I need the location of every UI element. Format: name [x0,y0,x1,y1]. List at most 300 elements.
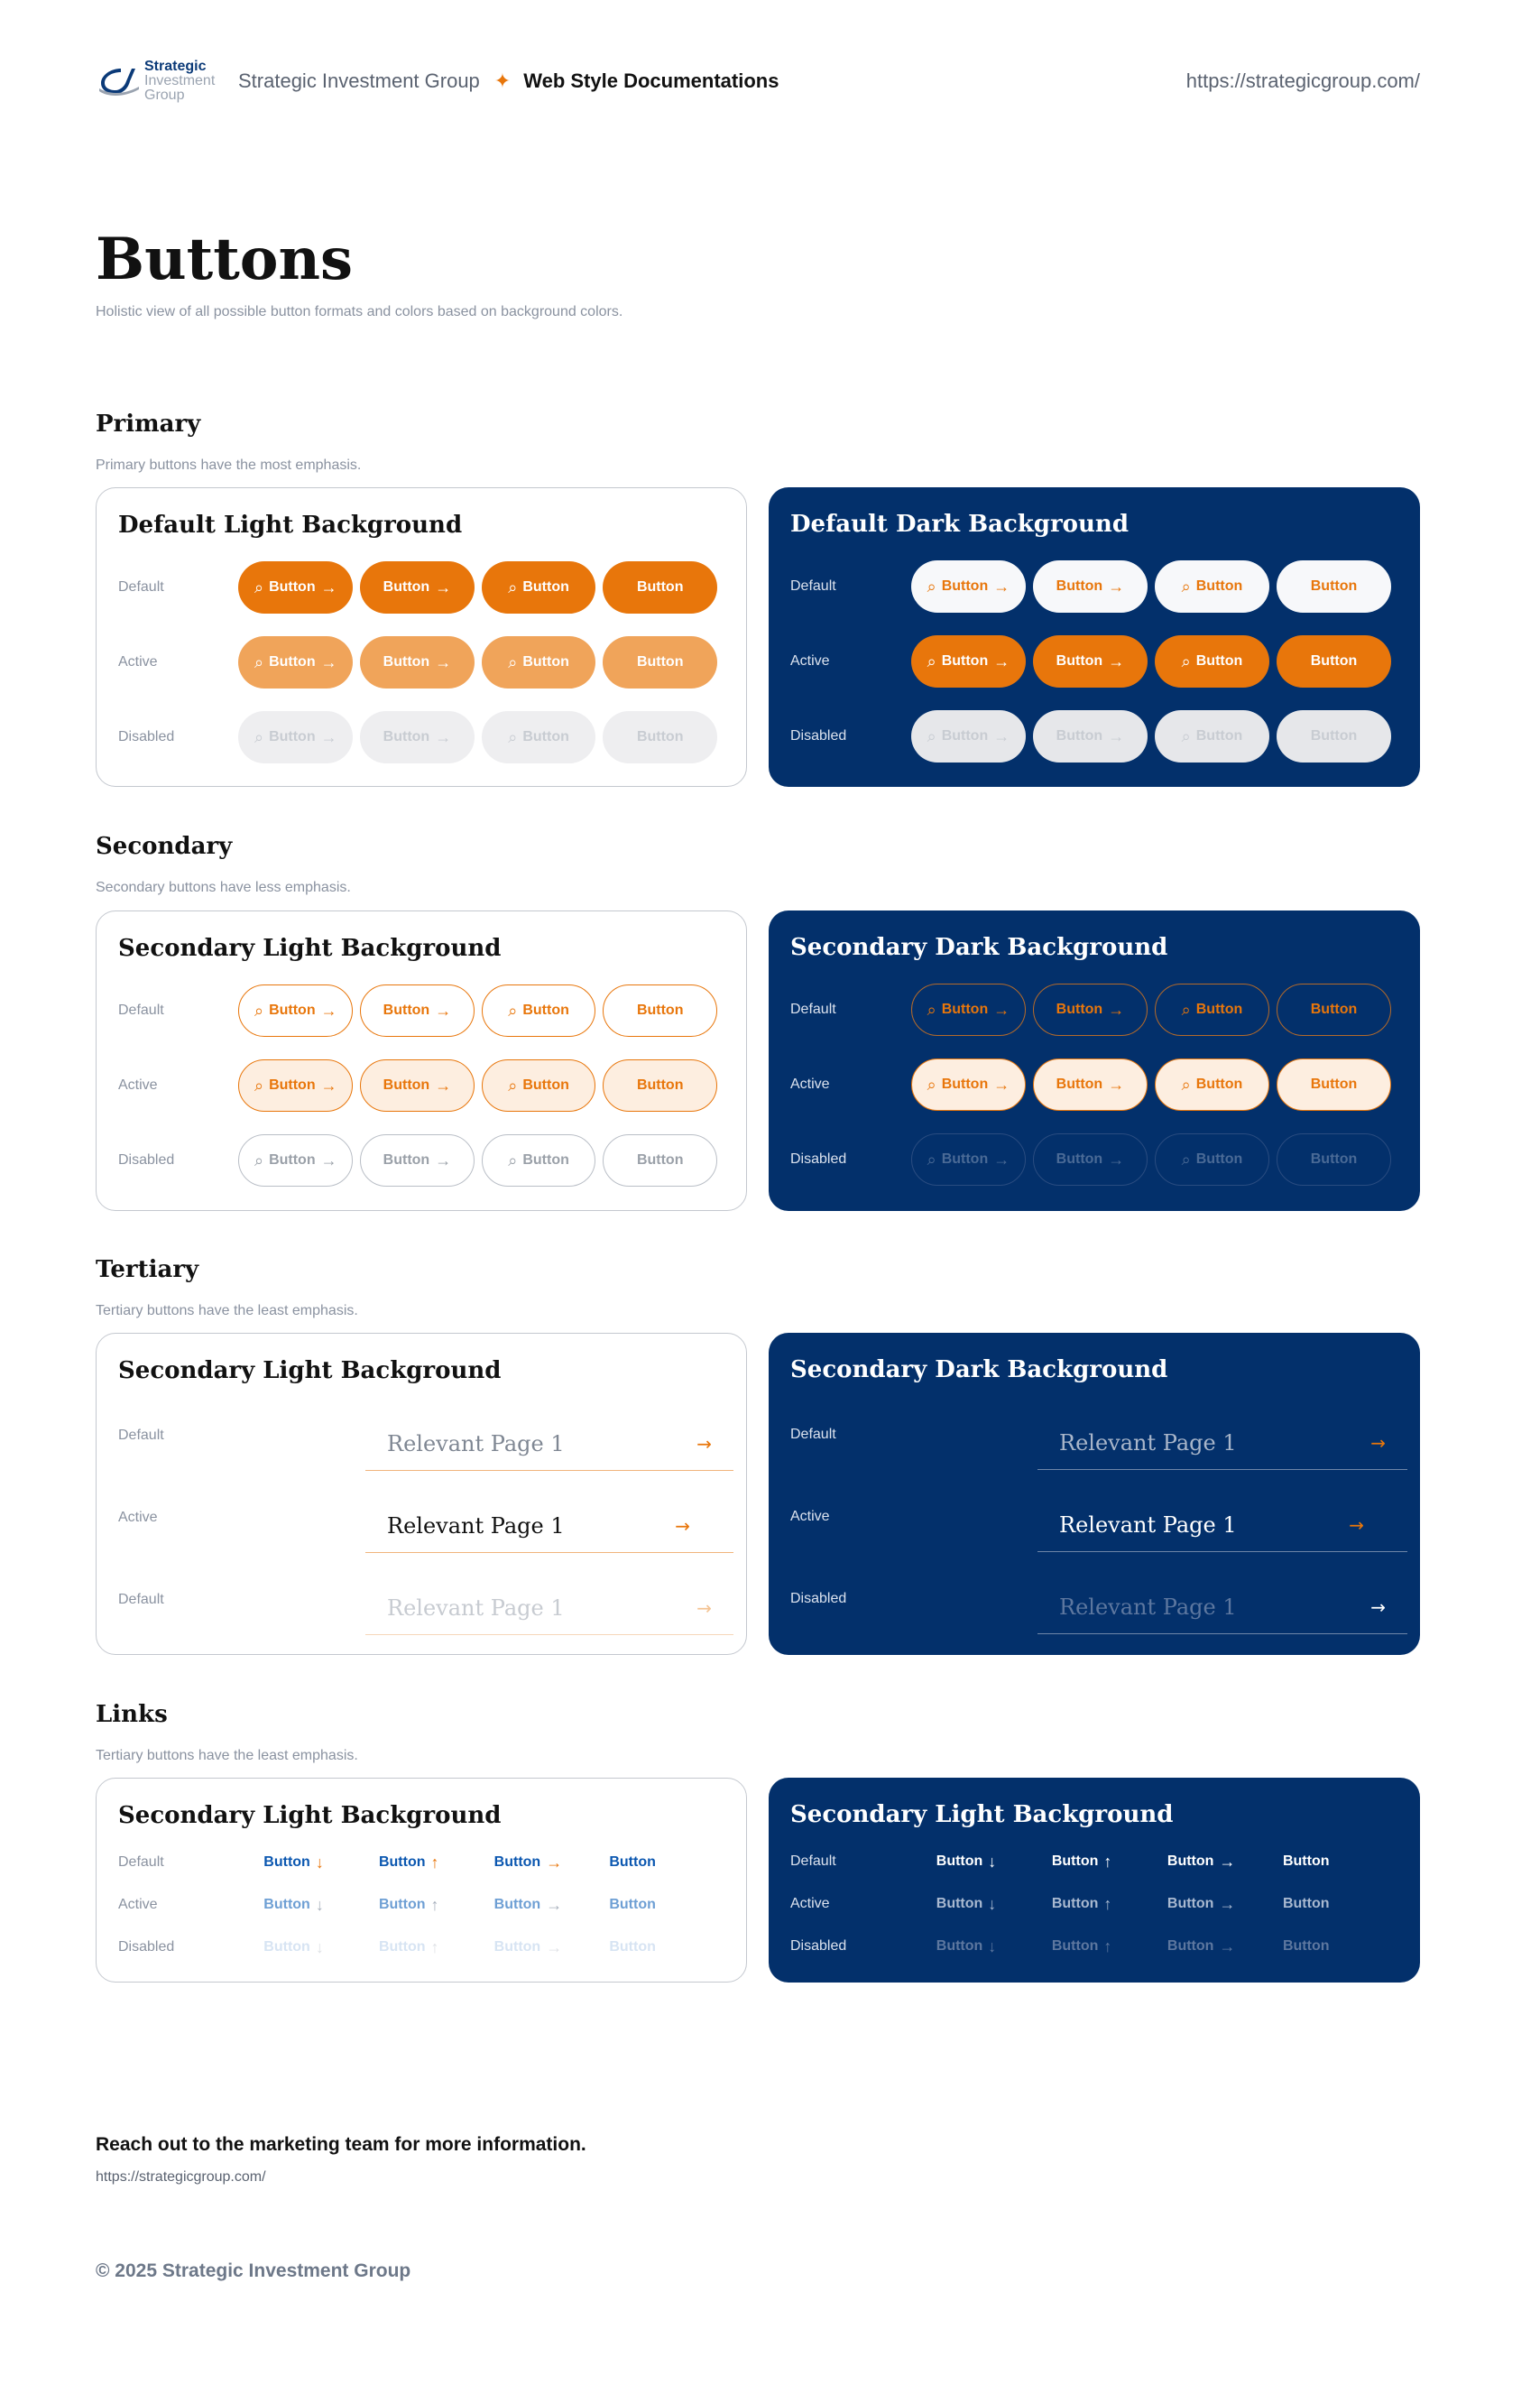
link-label: Button [936,1853,983,1869]
link-label: Button [609,1939,656,1955]
button-label: Button [1310,1002,1358,1017]
arrow-right-icon: → [546,1895,563,1914]
tertiary-link[interactable] [1037,1498,1407,1552]
tertiary-light-row-default [118,1417,733,1471]
link-down[interactable] [263,1896,379,1915]
button-label: Button [1195,1077,1243,1092]
row-label: Active [118,1510,158,1525]
button-search[interactable] [1155,984,1269,1036]
button-search-arrow[interactable] [911,984,1026,1036]
arrow-right-icon: → [1370,1595,1386,1618]
button-plain[interactable] [1277,984,1391,1036]
button-label: Button [941,1151,989,1167]
button-search-arrow[interactable] [238,1059,353,1112]
button-label: Button [269,1077,316,1093]
row-label: Disabled [118,1152,175,1168]
search-icon: ⌕ [508,652,518,671]
button-label: Button [269,579,316,595]
logo-text [144,60,215,103]
section-title: Links [96,1701,168,1728]
arrow-down-icon: ↓ [988,1894,997,1913]
link-label: Button [609,1897,656,1912]
search-icon: ⌕ [508,1151,518,1169]
card-title: Default Dark Background [790,511,1129,538]
row-label: Default [118,579,164,595]
row-label: Default [790,1002,836,1017]
button-arrow [360,711,475,763]
button-label: Button [269,1003,316,1018]
button-label: Button [269,1152,316,1168]
logo[interactable] [96,54,222,108]
arrow-right-icon: → [546,1853,563,1872]
tertiary-link[interactable] [365,1499,733,1553]
button-arrow[interactable] [1033,560,1148,613]
section-primary [96,411,1420,746]
arrow-right-icon: → [696,1432,712,1455]
button-search-arrow[interactable] [911,1058,1026,1111]
tertiary-link[interactable] [1037,1416,1407,1470]
button-label: Button [1310,578,1358,594]
button-label: Button [1056,578,1103,594]
arrow-down-icon: ↓ [315,1937,324,1956]
button-plain[interactable] [603,984,717,1037]
section-description: Secondary buttons have less emphasis. [96,880,351,895]
button-label: Button [522,729,569,744]
link-right[interactable] [1167,1895,1283,1914]
button-label: Button [1056,1151,1103,1167]
button-label: Button [1310,728,1358,744]
button-arrow[interactable] [1033,635,1148,688]
arrow-right-icon: → [1108,652,1125,670]
search-icon: ⌕ [254,1151,264,1169]
button-label: Button [522,1003,569,1018]
button-label: Button [941,653,989,669]
arrow-right-icon: → [1108,1150,1125,1169]
footer-url-link[interactable]: https://strategicgroup.com/ [96,2169,266,2185]
page-subtitle: Holistic view of all possible button formats and colors based on background colors. [96,304,623,319]
button-label: Button [1310,1077,1358,1092]
link-right[interactable] [494,1896,610,1915]
button-label: Button [636,654,684,670]
search-icon: ⌕ [927,652,936,670]
button-label: Button [1310,1151,1358,1167]
button-label: Button [636,1077,684,1093]
link-label: Button [1167,1938,1214,1954]
tertiary-dark-row-disabled [790,1580,1407,1634]
button-arrow [360,1134,475,1187]
link-label: Button [1282,1896,1330,1911]
button-plain [1277,1133,1391,1186]
secondary-light-card [96,910,747,1211]
arrow-up-icon: ↑ [1103,1894,1112,1913]
button-search-arrow [238,1134,353,1187]
button-label: Button [941,578,989,594]
footer-cta: Reach out to the marketing team for more information. [96,2134,586,2155]
arrow-right-icon: → [993,652,1010,670]
button-arrow[interactable] [1033,984,1148,1036]
button-plain[interactable] [1277,560,1391,613]
button-search[interactable] [482,636,596,689]
arrow-right-icon: → [435,1151,452,1169]
link-plain [1283,1938,1398,1955]
button-search [1155,1133,1269,1186]
arrow-down-icon: ↓ [988,1936,997,1955]
link-plain[interactable] [1283,1896,1398,1912]
button-search-arrow [911,710,1026,763]
tertiary-light-card [96,1333,747,1655]
links-light-row-disabled [118,1934,724,1961]
card-title: Secondary Light Background [118,1357,502,1384]
primary-light-row-disabled [118,711,724,763]
links-light-row-default [118,1849,724,1876]
link-up[interactable] [1052,1895,1167,1914]
links-light-card [96,1778,747,1983]
button-label: Button [1195,1002,1243,1017]
link-label: Relevant Page 1 [387,1512,565,1539]
button-search-arrow[interactable] [238,636,353,689]
tertiary-link [1037,1580,1407,1634]
arrow-right-icon: → [675,1514,690,1537]
links-dark-row-disabled [790,1933,1398,1960]
search-icon: ⌕ [1181,577,1191,596]
link-up [379,1938,494,1957]
button-arrow[interactable] [360,1059,475,1112]
link-label: Button [378,1854,426,1870]
arrow-right-icon: → [1219,1936,1236,1955]
secondary-dark-row-default [790,984,1398,1036]
row-label: Disabled [118,729,175,744]
arrow-right-icon: → [993,1000,1010,1019]
search-icon: ⌕ [508,578,518,596]
tertiary-dark-row-default [790,1416,1407,1470]
link-up[interactable] [379,1896,494,1915]
arrow-right-icon: → [993,577,1010,596]
link-label: Button [1051,1938,1099,1954]
link-down [263,1938,379,1957]
primary-dark-card [769,487,1420,787]
link-label: Button [1167,1853,1214,1869]
link-label: Button [263,1897,310,1912]
section-description: Tertiary buttons have the least emphasis. [96,1748,358,1763]
button-search-arrow [911,1133,1026,1186]
button-search [1155,710,1269,763]
button-arrow [1033,1133,1148,1186]
button-label: Button [383,1077,430,1093]
section-title: Secondary [96,833,233,860]
tertiary-dark-card [769,1333,1420,1655]
section-description: Tertiary buttons have the least emphasis. [96,1303,358,1318]
button-plain [1277,710,1391,763]
button-search-arrow[interactable] [238,984,353,1037]
tertiary-link [365,1581,733,1635]
link-label: Button [1167,1896,1214,1911]
button-search [482,711,596,763]
search-icon: ⌕ [927,1000,936,1019]
links-dark-card [769,1778,1420,1983]
section-secondary [96,833,1420,1169]
button-label: Button [383,1003,430,1018]
button-arrow[interactable] [360,984,475,1037]
link-right[interactable] [494,1853,610,1872]
row-label: Active [118,1897,158,1912]
arrow-right-icon: → [546,1937,563,1956]
arrow-right-icon: → [1370,1431,1386,1454]
link-right[interactable] [1167,1853,1283,1872]
row-label: Active [790,1896,830,1911]
button-arrow[interactable] [1033,1058,1148,1111]
link-plain [609,1939,724,1955]
button-label: Button [1195,578,1243,594]
link-label: Button [1051,1896,1099,1911]
link-label: Button [609,1854,656,1870]
search-icon: ⌕ [1181,1150,1191,1169]
card-title: Secondary Light Background [790,1801,1174,1828]
link-up[interactable] [1052,1853,1167,1872]
search-icon: ⌕ [508,1001,518,1020]
link-label: Relevant Page 1 [1059,1594,1237,1620]
button-label: Button [636,1152,684,1168]
search-icon: ⌕ [927,577,936,596]
arrow-right-icon: → [993,726,1010,745]
button-label: Button [269,729,316,744]
button-search[interactable] [1155,560,1269,613]
button-plain[interactable] [1277,635,1391,688]
links-dark-row-active [790,1890,1398,1918]
link-label: Relevant Page 1 [1059,1429,1237,1456]
search-icon: ⌕ [927,1150,936,1169]
link-label: Button [1051,1853,1099,1869]
link-label: Button [493,1939,541,1955]
arrow-right-icon: → [1108,1000,1125,1019]
button-plain[interactable] [603,1059,717,1112]
link-down[interactable] [936,1853,1052,1872]
breadcrumb-root[interactable]: Strategic Investment Group [238,69,480,92]
link-plain[interactable] [609,1854,724,1871]
primary-dark-row-active [790,635,1398,688]
button-plain [603,1134,717,1187]
button-plain[interactable] [603,636,717,689]
arrow-right-icon: → [1349,1513,1364,1536]
arrow-down-icon: ↓ [988,1852,997,1871]
button-label: Button [522,579,569,595]
tertiary-link[interactable] [365,1417,733,1471]
secondary-light-row-disabled [118,1134,724,1187]
arrow-right-icon: → [435,652,452,671]
arrow-right-icon: → [1108,726,1125,745]
search-icon: ⌕ [254,1001,264,1020]
row-label: Default [790,1427,836,1442]
logo-line-3: Group [144,88,185,103]
row-label: Disabled [790,1151,847,1167]
links-dark-row-default [790,1848,1398,1875]
button-search[interactable] [1155,1058,1269,1111]
section-description: Primary buttons have the most emphasis. [96,458,362,473]
arrow-right-icon: → [435,727,452,746]
button-search[interactable] [482,561,596,614]
button-search-arrow[interactable] [238,561,353,614]
button-search-arrow [238,711,353,763]
link-plain[interactable] [1283,1853,1398,1870]
link-label: Relevant Page 1 [387,1430,565,1456]
button-label: Button [1310,653,1358,669]
button-search[interactable] [1155,635,1269,688]
breadcrumb-current: Web Style Documentations [523,69,779,92]
button-label: Button [383,729,430,744]
link-down[interactable] [936,1895,1052,1914]
logo-line-1: Strategic [144,59,207,74]
link-down[interactable] [263,1853,379,1872]
button-plain[interactable] [1277,1058,1391,1111]
link-plain[interactable] [609,1897,724,1913]
search-icon: ⌕ [1181,1075,1191,1094]
site-url-link[interactable]: https://strategicgroup.com/ [1185,69,1420,92]
page-title: Buttons [96,226,353,293]
button-label: Button [1195,1151,1243,1167]
button-label: Button [636,1003,684,1018]
button-label: Button [941,728,989,744]
secondary-dark-row-active [790,1058,1398,1111]
button-label: Button [636,579,684,595]
button-arrow[interactable] [360,561,475,614]
section-title: Tertiary [96,1256,199,1283]
arrow-right-icon: → [1108,1075,1125,1094]
button-arrow [1033,710,1148,763]
link-label: Button [263,1939,310,1955]
arrow-down-icon: ↓ [315,1853,324,1872]
primary-dark-row-disabled [790,710,1398,763]
arrow-right-icon: → [1108,577,1125,596]
secondary-light-row-default [118,984,724,1037]
arrow-right-icon: → [696,1596,712,1619]
tertiary-dark-row-active [790,1498,1407,1552]
search-icon: ⌕ [254,1076,264,1095]
link-label: Button [378,1939,426,1955]
secondary-dark-row-disabled [790,1133,1398,1186]
button-label: Button [269,654,316,670]
arrow-right-icon: → [320,1151,337,1169]
arrow-right-icon: → [320,1076,337,1095]
button-search-arrow[interactable] [911,635,1026,688]
button-plain [603,711,717,763]
button-label: Button [522,1077,569,1093]
button-plain[interactable] [603,561,717,614]
button-label: Button [522,1152,569,1168]
arrow-right-icon: → [320,727,337,746]
tertiary-light-row-active [118,1499,733,1553]
card-title: Secondary Light Background [118,1802,502,1829]
search-icon: ⌕ [1181,726,1191,745]
links-light-row-active [118,1891,724,1918]
search-icon: ⌕ [508,1076,518,1095]
link-down [936,1937,1052,1956]
link-label: Relevant Page 1 [1059,1511,1237,1538]
arrow-up-icon: ↑ [1103,1852,1112,1871]
row-label: Default [790,578,836,594]
page-header [96,54,1420,108]
button-label: Button [1195,728,1243,744]
card-title: Secondary Light Background [118,935,502,962]
search-icon: ⌕ [254,727,264,746]
arrow-up-icon: ↑ [1103,1936,1112,1955]
row-label: Default [118,1592,164,1607]
button-search-arrow[interactable] [911,560,1026,613]
search-icon: ⌕ [1181,652,1191,670]
row-label: Disabled [790,728,847,744]
card-title: Default Light Background [118,512,463,539]
arrow-up-icon: ↑ [430,1937,439,1956]
logo-line-2: Investment [144,73,216,88]
primary-light-row-active [118,636,724,689]
arrow-right-icon: → [435,1076,452,1095]
search-icon: ⌕ [927,1075,936,1094]
button-label: Button [941,1077,989,1092]
search-icon: ⌕ [254,578,264,596]
row-label: Active [790,1077,830,1092]
button-arrow[interactable] [360,636,475,689]
link-up[interactable] [379,1853,494,1872]
link-up [1052,1937,1167,1956]
button-label: Button [1056,653,1103,669]
secondary-dark-card [769,910,1420,1211]
row-label: Default [790,1853,836,1869]
search-icon: ⌕ [1181,1000,1191,1019]
button-label: Button [1056,1077,1103,1092]
row-label: Default [118,1854,164,1870]
button-label: Button [383,654,430,670]
row-label: Active [118,654,158,670]
button-label: Button [383,579,430,595]
search-icon: ⌕ [508,727,518,746]
link-label: Button [1282,1853,1330,1869]
button-search [482,1134,596,1187]
link-label: Button [263,1854,310,1870]
button-label: Button [383,1152,430,1168]
link-label: Relevant Page 1 [387,1594,565,1621]
button-label: Button [1195,653,1243,669]
search-icon: ⌕ [254,652,264,671]
arrow-right-icon: → [320,1001,337,1020]
link-label: Button [936,1938,983,1954]
button-label: Button [636,729,684,744]
section-links [96,1701,1420,1956]
copyright: © 2025 Strategic Investment Group [96,2260,411,2281]
arrow-right-icon: → [993,1075,1010,1094]
button-label: Button [941,1002,989,1017]
link-label: Button [493,1897,541,1912]
section-tertiary [96,1256,1420,1621]
link-right [494,1938,610,1957]
link-label: Button [1282,1938,1330,1954]
row-label: Default [118,1003,164,1018]
arrow-right-icon: → [1219,1852,1236,1871]
arrow-down-icon: ↓ [315,1895,324,1914]
primary-light-card [96,487,747,787]
row-label: Default [118,1428,164,1443]
tertiary-light-row-disabled [118,1581,733,1635]
arrow-right-icon: → [435,578,452,596]
arrow-right-icon: → [1219,1894,1236,1913]
link-label: Button [493,1854,541,1870]
row-label: Disabled [118,1939,175,1955]
button-search[interactable] [482,1059,596,1112]
button-search[interactable] [482,984,596,1037]
search-icon: ⌕ [927,726,936,745]
row-label: Active [790,653,830,669]
secondary-light-row-active [118,1059,724,1112]
button-label: Button [522,654,569,670]
row-label: Disabled [790,1938,847,1954]
arrow-up-icon: ↑ [430,1895,439,1914]
